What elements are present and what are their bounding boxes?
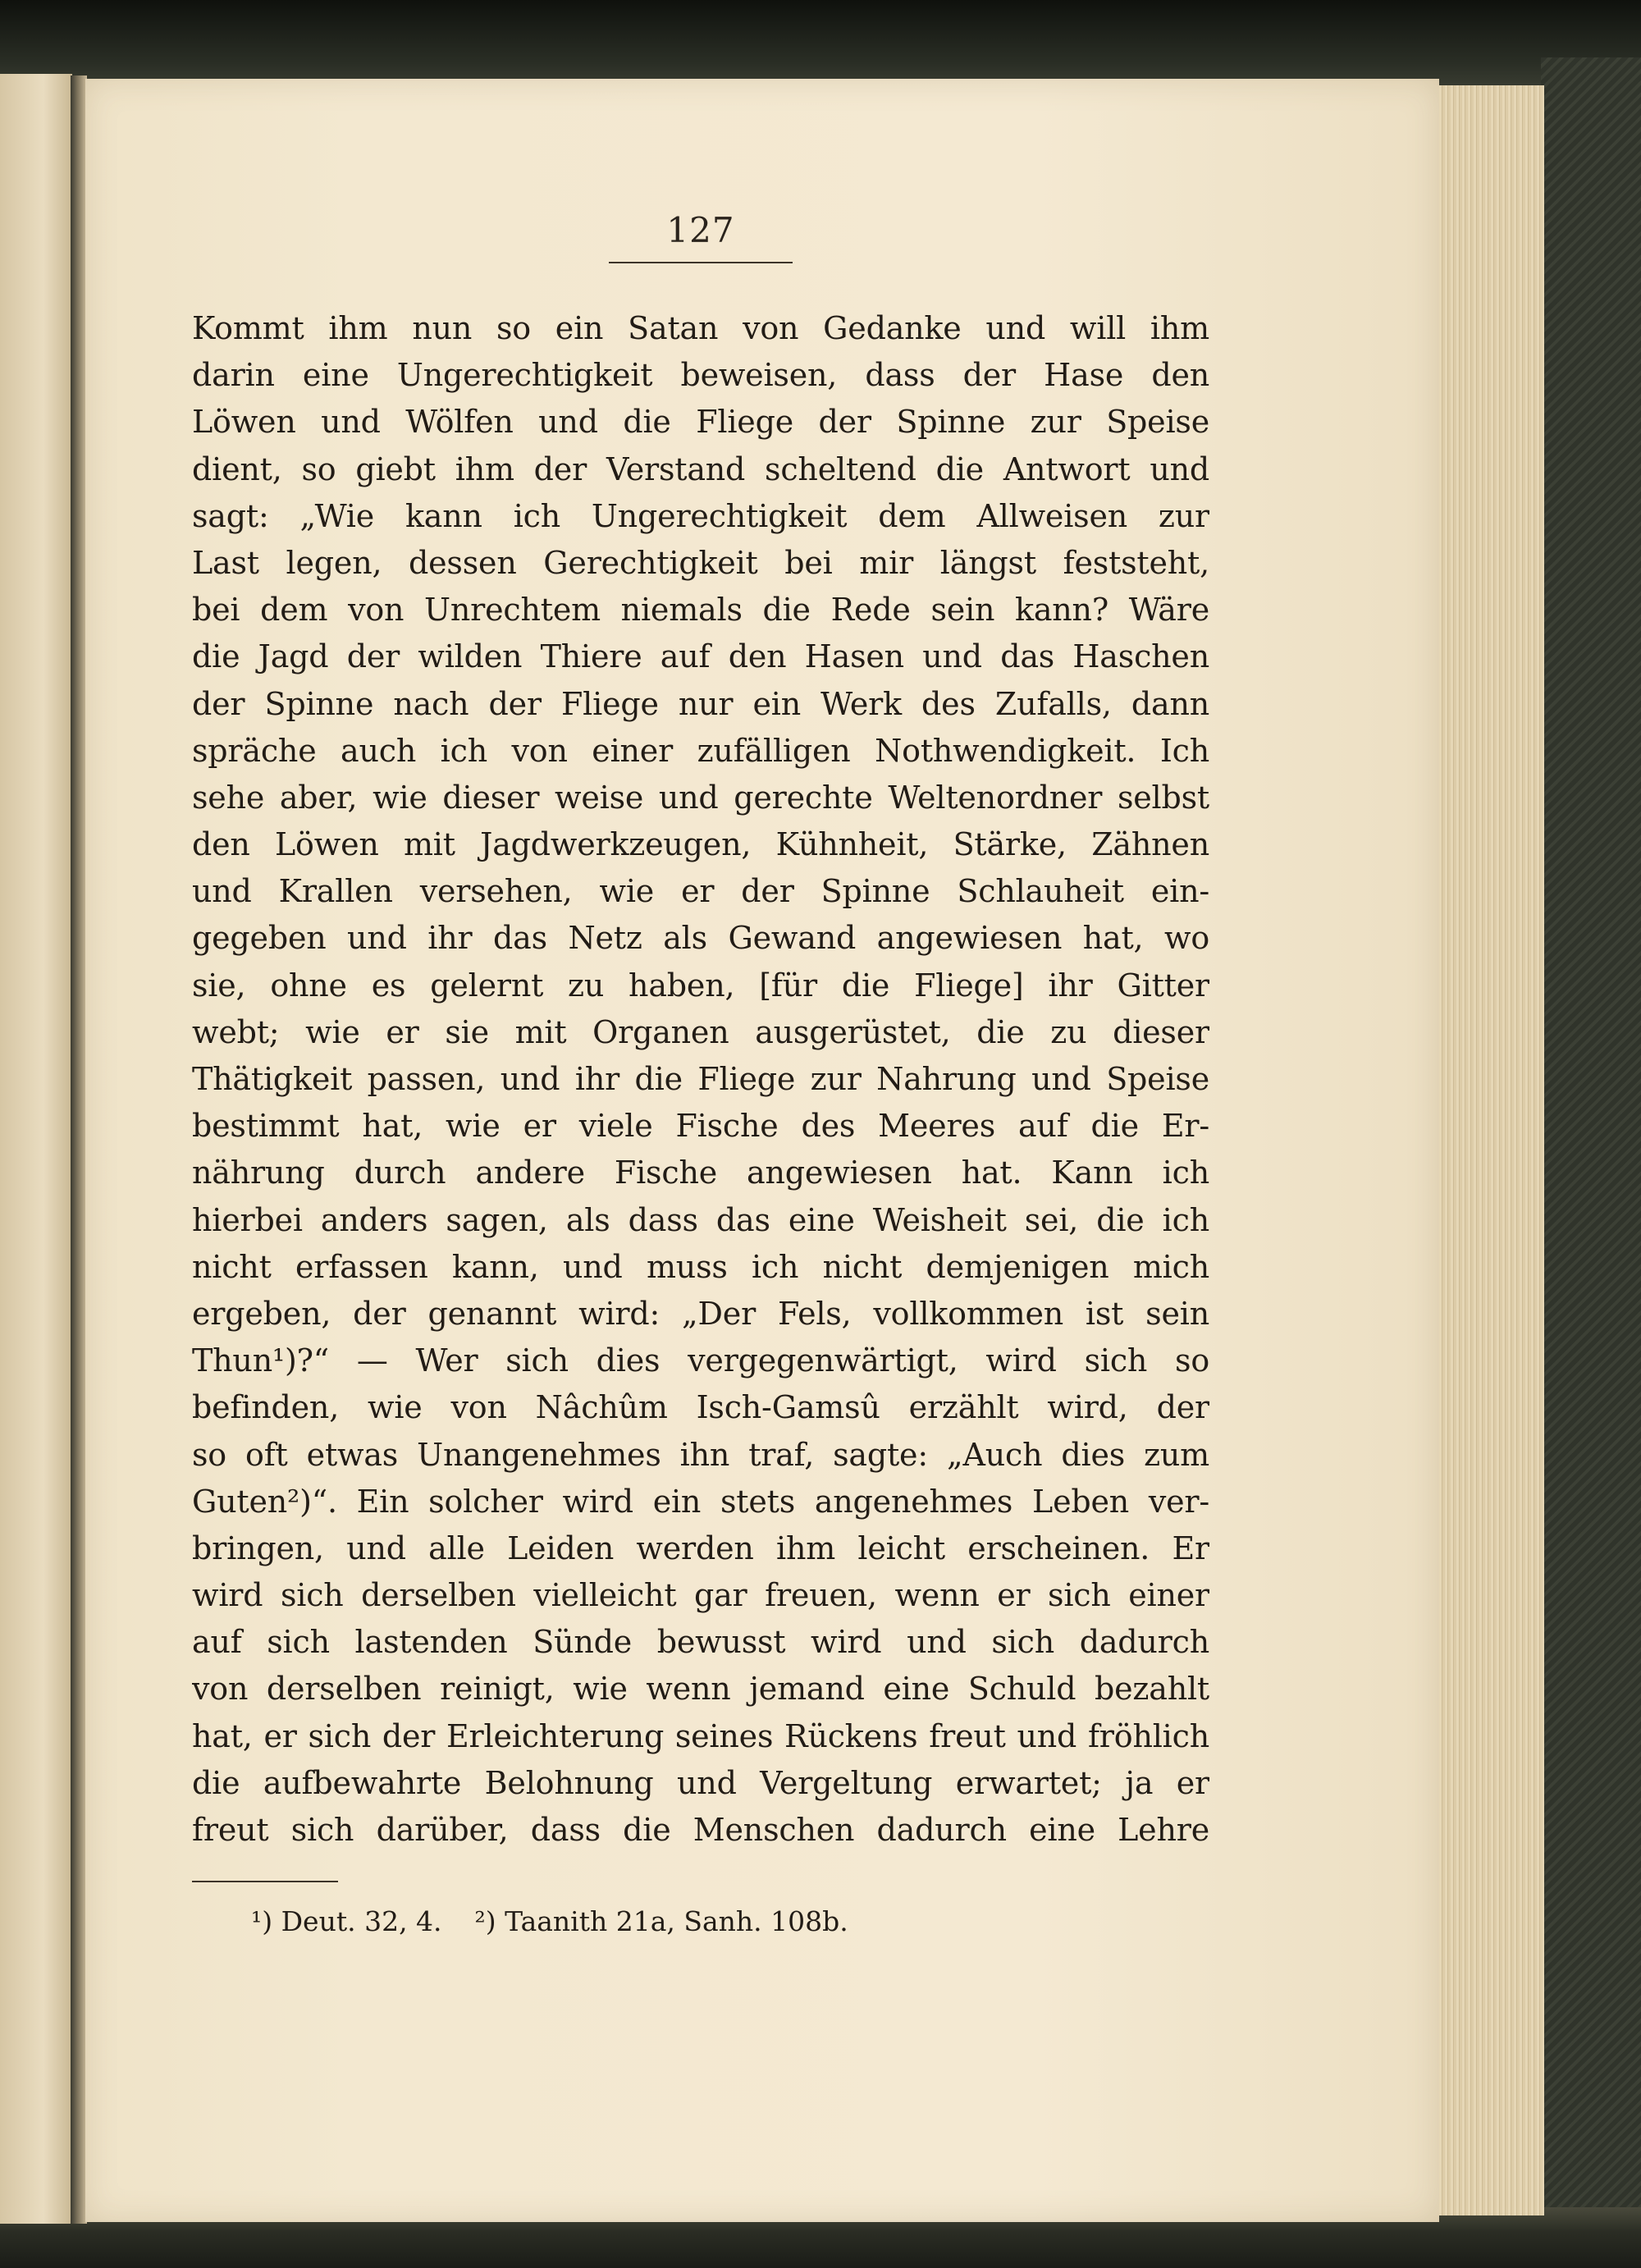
text-line: gegeben und ihr das Netz als Gewand angewiesen hat, wo <box>192 920 1209 957</box>
footnotes <box>251 1902 1072 1941</box>
text-line: hat, er sich der Erleichterung seines Rückens freut und fröhlich <box>192 1717 1209 1754</box>
text-line: von derselben reinigt, wie wenn jemand eine Schuld bezahlt <box>192 1671 1209 1708</box>
text-line: sie, ohne es gelernt zu haben, [für die Fliege] ihr Gitter <box>192 967 1209 1004</box>
text-line: Thätigkeit passen, und ihr die Fliege zur Nahrung und Speise <box>192 1061 1209 1097</box>
text-line: Kommt ihm nun so ein Satan von Gedanke und will ihm <box>192 310 1209 346</box>
text-line: nicht erfassen kann, und muss ich nicht demjenigen mich <box>192 1248 1209 1285</box>
text-line: Last legen, dessen Gerechtigkeit bei mir längst feststeht, <box>192 544 1209 581</box>
text-line: bei dem von Unrechtem niemals die Rede sein kann? Wäre <box>192 592 1209 629</box>
text-line: sehe aber, wie dieser weise und gerechte Weltenordner selbst <box>192 779 1209 816</box>
text-line: befinden, wie von Nâchûm Isch-Gamsû erzählt wird, der <box>192 1389 1209 1426</box>
book-cover-top <box>0 0 1641 90</box>
page-number: 127 <box>666 210 735 250</box>
text-line: ergeben, der genannt wird: „Der Fels, vollkommen ist sein <box>192 1295 1209 1332</box>
footnote-rule <box>192 1881 338 1882</box>
text-line: bestimmt hat, wie er viele Fische des Meeres auf die Er- <box>192 1108 1209 1145</box>
book-gutter <box>71 75 87 2224</box>
text-line: Thun¹)?“ — Wer sich dies vergegenwärtigt, wird sich so <box>192 1342 1209 1379</box>
text-line: der Spinne nach der Fliege nur ein Werk des Zufalls, dann <box>192 685 1209 722</box>
text-line: und Krallen versehen, wie er der Spinne Schlauheit ein- <box>192 873 1209 910</box>
text-line: auf sich lastenden Sünde bewusst wird und sich dadurch <box>192 1624 1209 1661</box>
footnote-2: ²) Taanith 21a, Sanh. 108b. <box>474 1905 848 1937</box>
text-line: darin eine Ungerechtigkeit beweisen, dass der Hase den <box>192 357 1209 394</box>
text-line: freut sich darüber, dass die Menschen dadurch eine Lehre <box>192 1812 1209 1848</box>
text-line: wird sich derselben vielleicht gar freuen, wenn er sich einer <box>192 1577 1209 1614</box>
page-edges <box>1438 85 1544 2215</box>
text-line: nährung durch andere Fische angewiesen hat. Kann ich <box>192 1155 1209 1191</box>
text-line: Guten²)“. Ein solcher wird ein stets angenehmes Leben ver- <box>192 1483 1209 1520</box>
text-line: dient, so giebt ihm der Verstand scheltend die Antwort und <box>192 450 1209 487</box>
text-line: hierbei anders sagen, als dass das eine Weisheit sei, die ich <box>192 1201 1209 1238</box>
text-line: webt; wie er sie mit Organen ausgerüstet, die zu dieser <box>192 1013 1209 1050</box>
body-text <box>192 305 1209 1854</box>
text-line: den Löwen mit Jagdwerkzeugen, Kühnheit, Stärke, Zähnen <box>192 826 1209 863</box>
text-line: die Jagd der wilden Thiere auf den Hasen und das Haschen <box>192 638 1209 675</box>
text-line: sagt: „Wie kann ich Ungerechtigkeit dem Allweisen zur <box>192 497 1209 534</box>
footnote-1: ¹) Deut. 32, 4. <box>251 1905 442 1937</box>
book-cover-right <box>1541 57 1641 2232</box>
text-line: bringen, und alle Leiden werden ihm leicht erscheinen. Er <box>192 1530 1209 1566</box>
header-rule <box>609 262 793 263</box>
text-line: Löwen und Wölfen und die Fliege der Spinne zur Speise <box>192 404 1209 441</box>
text-line: die aufbewahrte Belohnung und Vergeltung erwartet; ja er <box>192 1764 1209 1801</box>
text-line: so oft etwas Unangenehmes ihn traf, sagte: „Auch dies zum <box>192 1436 1209 1473</box>
left-page-edge <box>0 74 72 2224</box>
text-line: spräche auch ich von einer zufälligen Nothwendigkeit. Ich <box>192 732 1209 769</box>
